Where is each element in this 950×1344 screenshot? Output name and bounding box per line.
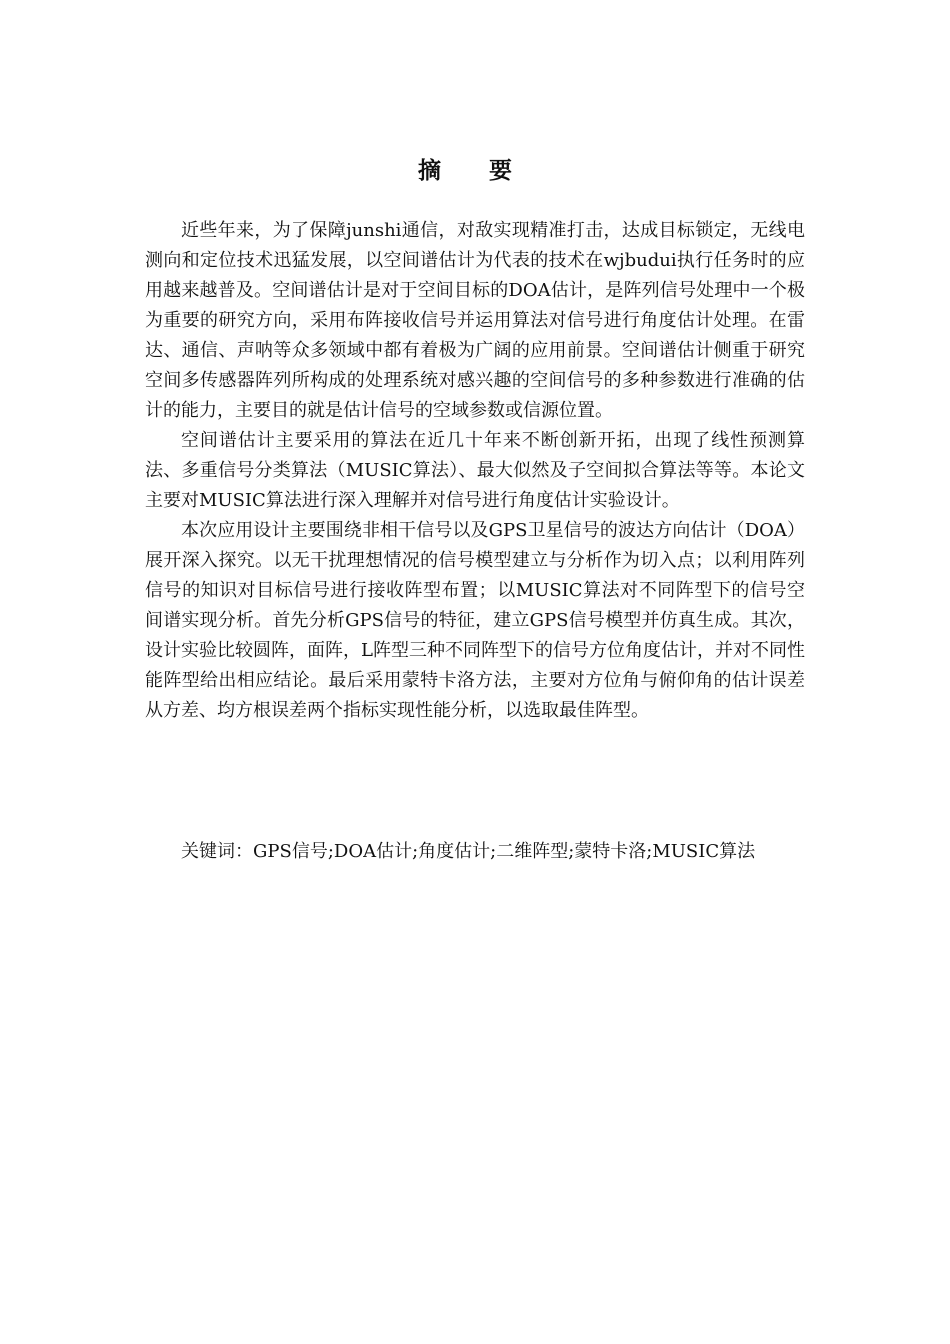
abstract-body xyxy=(145,216,805,726)
abstract-paragraph-3: 本次应用设计主要围绕非相干信号以及GPS卫星信号的波达方向估计（DOA）展开深入探究。以无干扰理想情况的信号模型建立与分析作为切入点；以利用阵列信号的知识对目标信号进行接收阵型布置；以MUSIC算法对不同阵型下的信号空间谱实现分析。首先分析GPS信号的特征，建立GPS信号模型并仿真生成。其次，设计实验比较圆阵，面阵，L阵型三种不同阵型下的信号方位角度估计，并对不同性能阵型给出相应结论。最后采用蒙特卡洛方法，主要对方位角与俯仰角的估计误差从方差、均方根误差两个指标实现性能分析，以选取最佳阵型。 xyxy=(145,520,805,721)
abstract-paragraph-1: 近些年来，为了保障junshi通信，对敌实现精准打击，达成目标锁定，无线电测向和定位技术迅猛发展，以空间谱估计为代表的技术在wjbudui执行任务时的应用越来越普及。空间谱估计是对于空间目标的DOA估计，是阵列信号处理中一个极为重要的研究方向，采用布阵接收信号并运用算法对信号进行角度估计处理。在雷达、通信、声呐等众多领域中都有着极为广阔的应用前景。空间谱估计侧重于研究空间多传感器阵列所构成的处理系统对感兴趣的空间信号的多种参数进行准确的估计的能力，主要目的就是估计信号的空域参数或信源位置。 xyxy=(145,220,805,421)
abstract-paragraph-2: 空间谱估计主要采用的算法在近几十年来不断创新开拓，出现了线性预测算法、多重信号分类算法（MUSIC算法）、最大似然及子空间拟合算法等等。本论文主要对MUSIC算法进行深入理解并对信号进行角度估计实验设计。 xyxy=(145,430,805,511)
keywords-line: 关键词：GPS信号;DOA估计;角度估计;二维阵型;蒙特卡洛;MUSIC算法 xyxy=(181,841,756,862)
abstract-title: 摘 要 xyxy=(417,158,532,184)
